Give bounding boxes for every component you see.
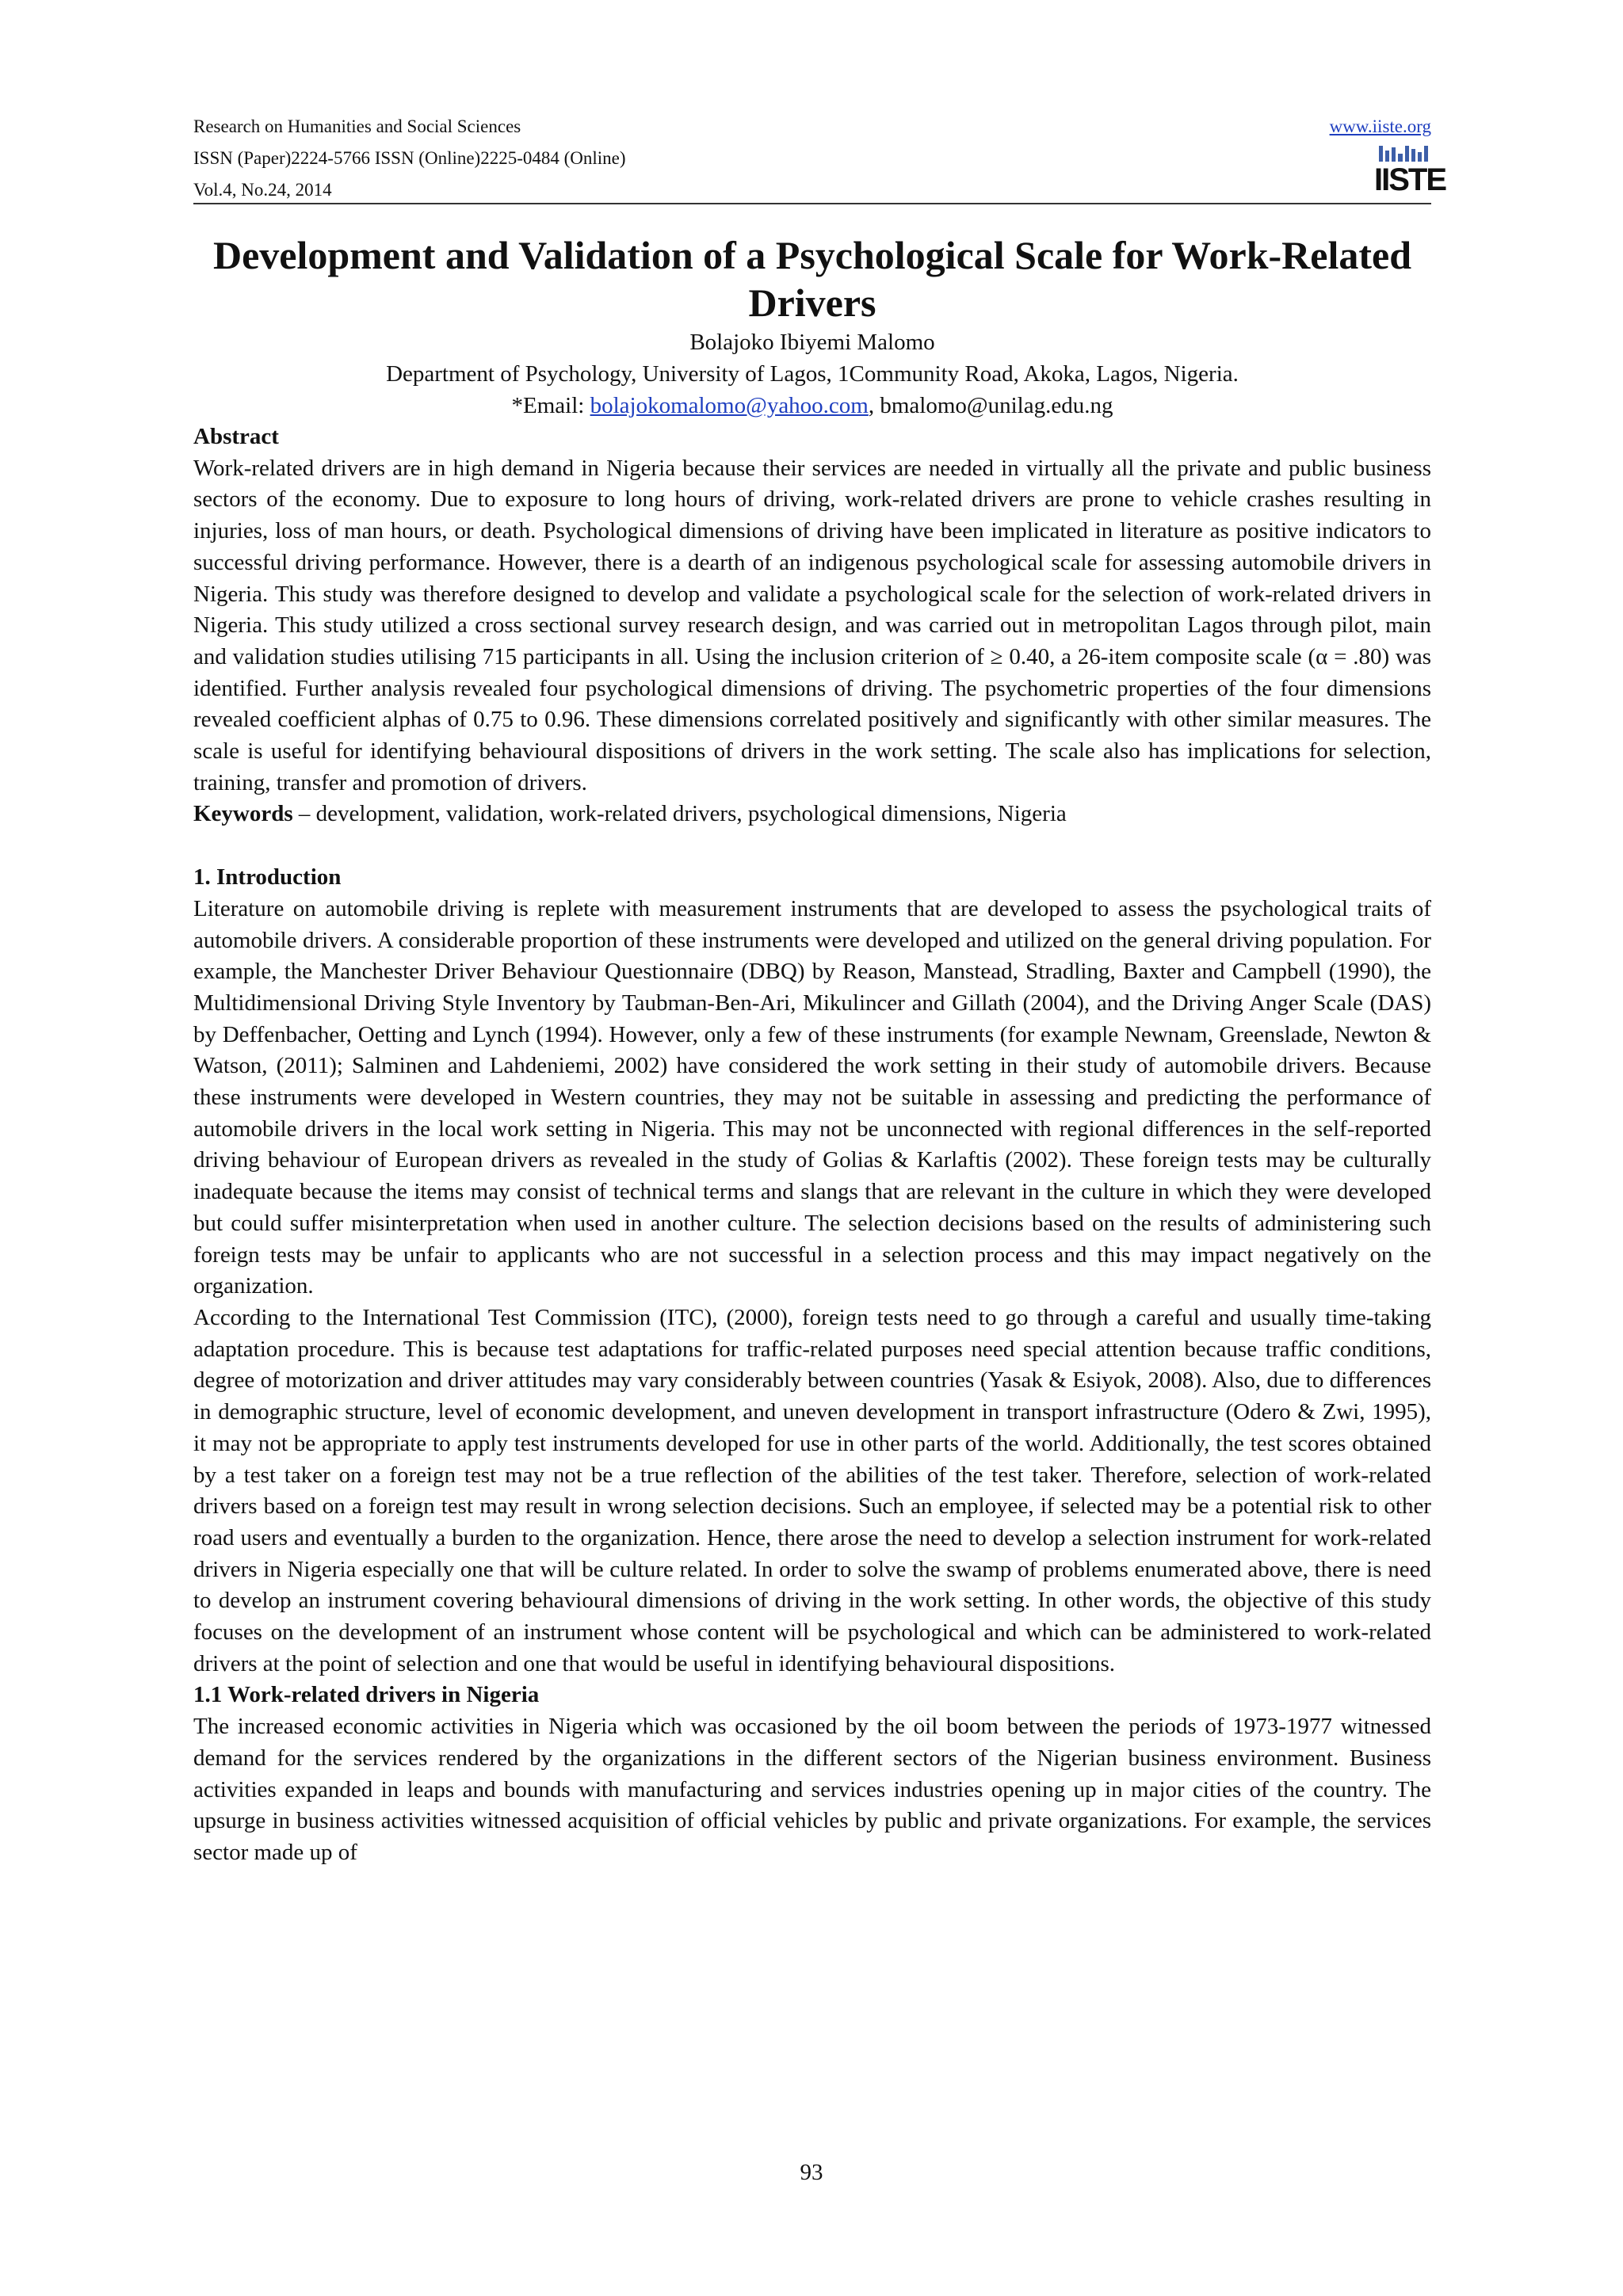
journal-volume: Vol.4, No.24, 2014	[193, 180, 332, 200]
author-name: Bolajoko Ibiyemi Malomo	[689, 330, 935, 355]
subsection-heading-work-related-drivers: 1.1 Work-related drivers in Nigeria	[193, 1682, 540, 1708]
email-primary-link[interactable]: bolajokomalomo@yahoo.com	[590, 393, 869, 418]
email-prefix: *Email:	[511, 393, 590, 418]
keywords-label: Keywords	[193, 801, 293, 827]
journal-website-link[interactable]: www.iiste.org	[1329, 116, 1431, 136]
paper-page	[193, 111, 1446, 1869]
section-gap	[193, 830, 1431, 862]
journal-header	[193, 111, 1446, 204]
iiste-logo-icon	[1374, 146, 1446, 200]
subsection-paragraph: The increased economic activities in Nigeria which was occasioned by the oil boom between the periods of 1973-1977 witnessed demand for the services rendered by the organizations in the different sectors of the Nigerian business environment. Business activities expanded in leaps and bounds with manufacturing and services industries opening up in major cities of the country. The upsurge in business activities witnessed acquisition of official vehicles by public and private organizations. For example, the services sector made up of	[193, 1714, 1431, 1865]
journal-issn: ISSN (Paper)2224-5766 ISSN (Online)2225-0484 (Online)	[193, 148, 626, 168]
page-number: 93	[800, 2160, 823, 2185]
intro-paragraph-1: Literature on automobile driving is replete with measurement instruments that are developed to assess the psychological traits of automobile drivers. A considerable proportion of these instruments were developed and utilized on the general driving population. For example, the Manchester Driver Behaviour Questionnaire (DBQ) by Reason, Manstead, Stradling, Baxter and Campbell (1990), the Multidimensional Driving Style Inventory by Taubman-Ben-Ari, Mikulincer and Gillath (2004), and the Driving Anger Scale (DAS) by Deffenbacher, Oetting and Lynch (1994). However, only a few of these instruments (for example Newnam, Greenslade, Newton & Watson, (2011); Salminen and Lahdeniemi, 2002) have considered the work setting in their study of automobile drivers. Because these instruments were developed in Western countries, they may not be suitable in assessing and predicting the performance of automobile drivers in the local work setting in Nigeria. This may not be unconnected with regional differences in the self-reported driving behaviour of European drivers as revealed in the study of Golias & Karlaftis (2002). These foreign tests may be culturally inadequate because the items may consist of technical terms and slangs that are relevant in the culture in which they were developed but could suffer misinterpretation when used in another culture. The selection decisions based on the results of administering such foreign tests may be unfair to applicants who are not successful in a selection process and this may impact negatively on the organization.	[193, 895, 1431, 1299]
email-secondary: , bmalomo@unilag.edu.ng	[868, 393, 1113, 418]
author-affiliation: Department of Psychology, University of Lagos, 1Community Road, Akoka, Lagos, Nigeria.	[386, 361, 1239, 387]
logo-bars	[1379, 146, 1428, 162]
keywords	[193, 799, 1431, 830]
author-email	[193, 390, 1431, 421]
journal-name: Research on Humanities and Social Sciences	[193, 116, 521, 136]
abstract-text: Work-related drivers are in high demand in Nigeria because their services are needed in virtually all the private and public business sectors of the economy. Due to exposure to long hours of driving, work-related drivers are prone to vehicle crashes resulting in injuries, loss of man hours, or death. Psychological dimensions of driving have been implicated in literature as positive indicators to successful driving performance. However, there is a dearth of an indigenous psychological scale for assessing automobile drivers in Nigeria. This study was therefore designed to develop and validate a psychological scale for the selection of work-related drivers in Nigeria. This study utilized a cross sectional survey research design, and was carried out in metropolitan Lagos through pilot, main and validation studies utilising 715 participants in all. Using the inclusion criterion of ≥ 0.40, a 26-item composite scale (α = .80) was identified. Further analysis revealed four psychological dimensions of driving. The psychometric properties of the four dimensions revealed coefficient alphas of 0.75 to 0.96. These dimensions correlated positively and significantly with other similar measures. The scale is useful for identifying behavioural dispositions of drivers in the work setting. The scale also has implications for selection, training, transfer and promotion of drivers.	[193, 455, 1431, 795]
section-heading-introduction: 1. Introduction	[193, 864, 342, 891]
paper-title: Development and Validation of a Psychological Scale for Work-Related Drivers	[212, 233, 1412, 325]
intro-paragraph-2: According to the International Test Commission (ITC), (2000), foreign tests need to go through a careful and usually time-taking adaptation procedure. This is because test adaptations for traffic-related purposes need special attention because traffic conditions, degree of motorization and driver attitudes may vary considerably between countries (Yasak & Esiyok, 2008). Also, due to differences in demographic structure, level of economic development, and uneven development in transport infrastructure (Odero & Zwi, 1995), it may not be appropriate to apply test instruments developed for use in other parts of the world. Additionally, the test scores obtained by a test taker on a foreign test may not be a true reflection of the abilities of the test taker. Therefore, selection of work-related drivers based on a foreign test may result in wrong selection decisions. Such an employee, if selected may be a potential risk to other road users and eventually a burden to the organization. Hence, there arose the need to develop a selection instrument for work-related drivers in Nigeria especially one that will be culture related. In order to solve the swamp of problems enumerated above, there is need to develop an instrument covering behavioural dimensions of driving in the work setting. In other words, the objective of this study focuses on the development of an instrument whose content will be psychological and which can be administered to work-related drivers at the point of selection and one that would be useful in identifying behavioural dispositions.	[193, 1304, 1431, 1676]
logo-text: IISTE	[1374, 162, 1446, 197]
keywords-text: – development, validation, work-related drivers, psychological dimensions, Nigeria	[292, 801, 1067, 827]
abstract-heading: Abstract	[193, 424, 279, 449]
